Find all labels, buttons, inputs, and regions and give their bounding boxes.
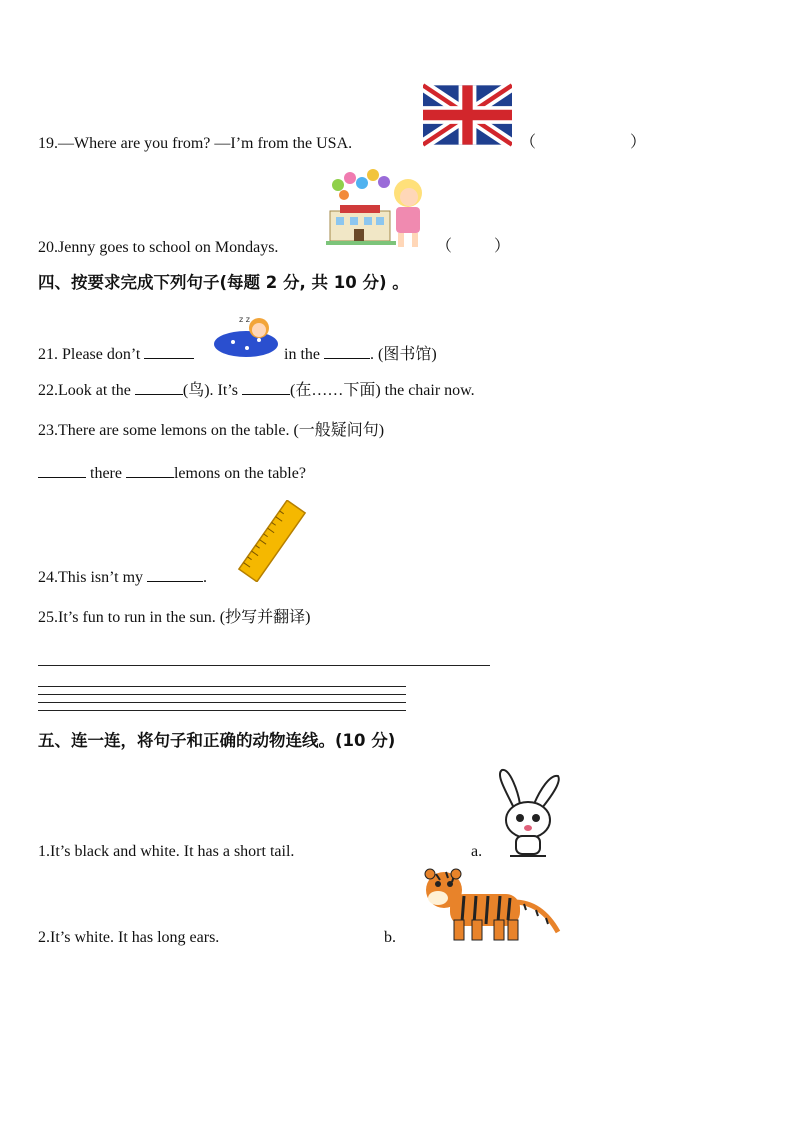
q21-prefix: 21. Please don’t <box>38 346 141 363</box>
q22-mid: (鸟). It’s <box>182 382 238 399</box>
writing-line[interactable] <box>38 694 406 695</box>
question-22 <box>38 379 475 401</box>
rabbit-image <box>490 768 566 858</box>
answer-blank[interactable] <box>324 343 370 359</box>
question-21 <box>38 343 194 365</box>
q22-suffix: (在……下面) the chair now. <box>289 382 475 399</box>
q21-middle-text: in the <box>284 346 320 363</box>
answer-paren-close: ） <box>494 238 511 255</box>
writing-line[interactable] <box>38 665 490 666</box>
question-19: 19.—Where are you from? —I’m from the USA. <box>38 135 353 152</box>
uk-flag-image <box>423 83 512 147</box>
answer-blank[interactable] <box>135 379 183 395</box>
sleeping-child-image <box>213 312 279 358</box>
answer-blank[interactable] <box>242 379 290 395</box>
match-sentence-1: 1.It’s black and white. It has a short tail. <box>38 843 295 860</box>
q24-end: . <box>203 569 208 586</box>
question-23-answer-line <box>38 462 306 484</box>
writing-line[interactable] <box>38 702 406 703</box>
answer-blank[interactable] <box>126 462 174 478</box>
answer-paren-open: （ <box>520 134 537 151</box>
match-sentence-2: 2.It’s white. It has long ears. <box>38 929 220 946</box>
question-20: 20.Jenny goes to school on Mondays. <box>38 239 279 256</box>
answer-blank[interactable] <box>38 462 86 478</box>
tiger-image <box>414 868 562 944</box>
answer-paren-close: ） <box>630 134 647 151</box>
ruler-image <box>236 500 308 582</box>
writing-line[interactable] <box>38 686 406 687</box>
section-4-title: 四、按要求完成下列句子(每题 2 分, 共 10 分) 。 <box>38 273 409 292</box>
q23-there: there <box>90 465 122 482</box>
q22-prefix: 22.Look at the <box>38 382 131 399</box>
q21-middle <box>284 343 437 365</box>
match-letter-b[interactable]: b. <box>384 929 396 946</box>
question-23: 23.There are some lemons on the table. (一般疑问句) <box>38 422 385 439</box>
section-5-title: 五、连一连，将句子和正确的动物连线。(10 分) <box>38 731 396 750</box>
answer-paren-open: （ <box>436 238 453 255</box>
question-24 <box>38 566 207 588</box>
school-girl-image <box>326 167 434 251</box>
answer-blank[interactable] <box>144 343 194 359</box>
answer-blank[interactable] <box>147 566 203 582</box>
q21-suffix: . (图书馆) <box>370 346 437 363</box>
writing-line[interactable] <box>38 710 406 711</box>
match-letter-a[interactable]: a. <box>471 843 483 860</box>
svg-text:z z: z z <box>239 315 250 324</box>
q24-text: 24.This isn’t my <box>38 569 144 586</box>
question-25: 25.It’s fun to run in the sun. (抄写并翻译) <box>38 609 311 626</box>
q23-rest: lemons on the table? <box>173 465 306 482</box>
